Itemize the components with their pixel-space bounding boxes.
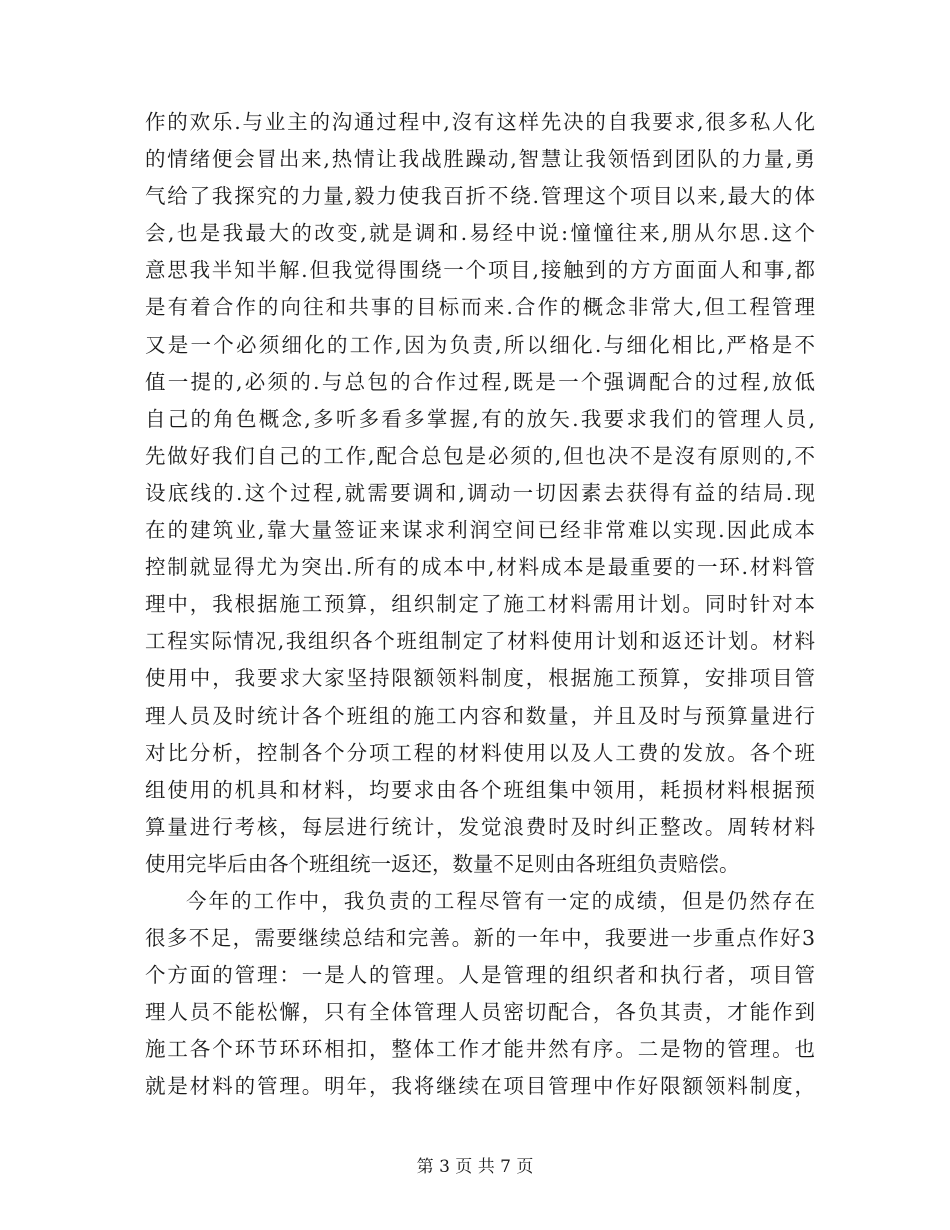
text-line: 个方面的管理：一是人的管理。人是管理的组织者和执行者，项目管 xyxy=(145,963,815,988)
paragraph-end-line: 使用完毕后由各个班组统一返还，数量不足则由各班组负责赔偿。 xyxy=(145,851,740,876)
text-line: 意思我半知半解.但我觉得围绕一个项目,接触到的方方面面人和事,都 xyxy=(145,258,815,283)
text-line: 使用中，我要求大家坚持限额领料制度，根据施工预算，安排项目管 xyxy=(145,666,815,691)
text-line: 是有着合作的向往和共事的目标而来.合作的概念非常大,但工程管理 xyxy=(145,295,815,320)
text-line: 控制就显得尤为突出.所有的成本中,材料成本是最重要的一环.材料管 xyxy=(145,555,815,580)
text-line: 设底线的.这个过程,就需要调和,调动一切因素去获得有益的结局.现 xyxy=(145,480,815,505)
body-text xyxy=(145,104,815,1106)
text-line: 气给了我探究的力量,毅力使我百折不绕.管理这个项目以来,最大的体 xyxy=(145,184,815,209)
text-line: 值一提的,必须的.与总包的合作过程,既是一个强调配合的过程,放低 xyxy=(145,369,815,394)
page-number-footer: 第 3 页 共 7 页 xyxy=(416,1157,534,1177)
text-line: 施工各个环节环环相扣，整体工作才能井然有序。二是物的管理。也 xyxy=(145,1037,815,1062)
text-line: 工程实际情况,我组织各个班组制定了材料使用计划和返还计划。材料 xyxy=(145,629,815,654)
text-line: 对比分析，控制各个分项工程的材料使用以及人工费的发放。各个班 xyxy=(145,740,815,765)
text-line: 就是材料的管理。明年，我将继续在项目管理中作好限额领料制度， xyxy=(145,1074,815,1099)
text-line: 理人员及时统计各个班组的施工内容和数量，并且及时与预算量进行 xyxy=(145,703,815,728)
text-line: 在的建筑业,靠大量签证来谋求利润空间已经非常难以实现.因此成本 xyxy=(145,518,815,543)
text-line: 理人员不能松懈，只有全体管理人员密切配合，各负其责，才能作到 xyxy=(145,1000,815,1025)
text-line: 作的欢乐.与业主的沟通过程中,沒有这样先决的自我要求,很多私人化 xyxy=(145,110,815,134)
text-line: 又是一个必须细化的工作,因为负责,所以细化.与细化相比,严格是不 xyxy=(145,332,815,357)
text-line: 会,也是我最大的改变,就是调和.易经中说:憧憧往来,朋从尔思.这个 xyxy=(145,221,815,246)
text-line: 先做好我们自己的工作,配合总包是必须的,但也决不是沒有原则的,不 xyxy=(145,443,815,468)
text-line: 组使用的机具和材料，均要求由各个班组集中领用，耗损材料根据预 xyxy=(145,777,815,802)
text-line: 理中，我根据施工预算，组织制定了施工材料需用计划。同时针对本 xyxy=(145,592,815,617)
text-line: 很多不足，需要继续总结和完善。新的一年中，我要进一步重点作好3 xyxy=(145,926,815,951)
text-line: 自己的角色概念,多听多看多掌握,有的放矢.我要求我们的管理人员, xyxy=(145,406,815,431)
text-line: 的情绪便会冒出来,热情让我战胜躁动,智慧让我领悟到团队的力量,勇 xyxy=(145,147,815,172)
paragraph-first-line: 今年的工作中，我负责的工程尽管有一定的成绩，但是仍然存在 xyxy=(186,888,815,913)
text-line: 算量进行考核，每层进行统计，发觉浪费时及时纠正整改。周转材料 xyxy=(145,814,815,839)
